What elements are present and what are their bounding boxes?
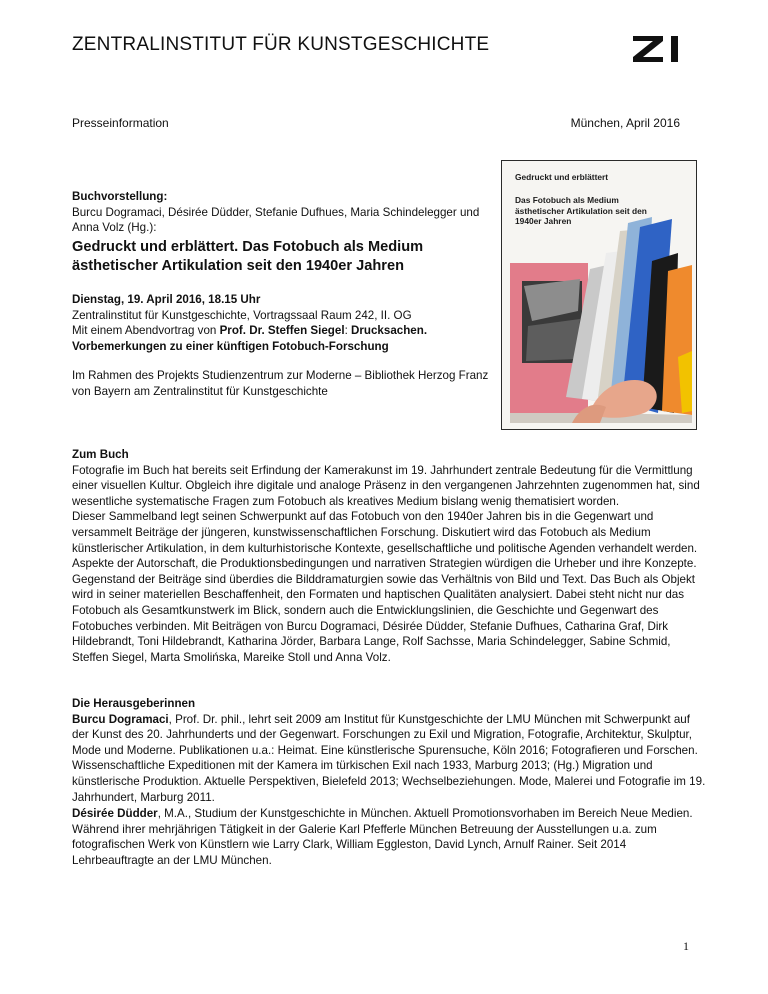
page-number: 1 [683,939,689,953]
cover-photo-illustration [502,161,696,429]
cover-subtitle: Das Fotobuch als Medium ästhetischer Artikulation seit den 1940er Jahren [515,195,647,226]
event-block [72,292,492,354]
book-cover-image [501,160,697,430]
cover-title: Gedruckt und erblättert [515,172,609,182]
project-context: Im Rahmen des Projekts Studienzentrum zur Moderne – Bibliothek Herzog Franz von Bayern am Zentralinstitut für Kunstgeschichte [72,369,489,398]
section-duedder [72,806,708,868]
section-heading: Zum Buch [72,448,129,461]
letterhead-institute-name: ZENTRALINSTITUT FÜR KUNSTGESCHICHTE [72,34,490,55]
section-heading: Die Herausgeberinnen [72,697,196,710]
lecture-speaker: Prof. Dr. Steffen Siegel [219,324,345,337]
person-bio: , Prof. Dr. phil., lehrt seit 2009 am Institut für Kunstgeschichte der LMU München mit Schwerpunkt auf der Kunst des 20. Jahrhunderts und der Gegenwart. Forschungen zu Exil und Migration, Fotografie, Architektur, Skulptur, Mode und Moderne. Publikationen u.a.: Heimat. Eine künstlerische Spurensuche, Köln 2016; Fotografieren und Forschen. Wissenschaftliche Expeditionen mit der Kamera im türkischen Exil nach 1933, Marburg 2013; (Hg.) Migration und künstlerische Produktion. Aktuelle Perspektiven, Bielefeld 2013; Wechselbeziehungen. Mode, Malerei und Fotografie im 19. Jahrhundert, Marburg 2011. [72,712,706,804]
person-name: Burcu Dogramaci [72,712,169,726]
event-lecture [72,323,492,354]
book-headline: Gedruckt und erblättert. Das Fotobuch als Medium ästhetischer Artikulation seit den 1940er Jahren [72,238,424,274]
zi-logo [633,36,681,62]
paragraph [72,712,708,806]
section-herausgeberinnen [72,696,708,805]
person-bio: , M.A., Studium der Kunstgeschichte in München. Aktuell Promotionsvorhaben im Bereich Neue Medien. Während ihrer mehrjährigen Tätigkeit in der Galerie Karl Pfefferle München Betreuung der Ausstellungen u.a. zum fotografischen Werk von Künstlern wie Larry Clark, William Eggleston, David Lynch, Arnulf Rainer. Seit 2014 Lehrbeauftragte an der LMU München. [72,807,693,867]
lecture-prefix: Mit einem Abendvortrag von [72,324,220,337]
editors: Burcu Dogramaci, Désirée Düdder, Stefanie Dufhues, Maria Schindelegger und Anna Volz (Hg.): [72,205,480,234]
paragraph [72,806,708,868]
event-date: Dienstag, 19. April 2016, 18.15 Uhr [72,293,261,306]
intro-block [72,189,490,276]
press-release-label: Presseinformation [72,116,169,130]
place-date: München, April 2016 [570,116,680,130]
lecture-title: Drucksachen. Vorbemerkungen zu einer künftigen Fotobuch-Forschung [72,324,428,353]
kicker: Buchvorstellung: [72,190,168,203]
lecture-colon: : [344,324,352,337]
paragraph: Fotografie im Buch hat bereits seit Erfindung der Kamerakunst im 19. Jahrhundert zentrale Bedeutung für die Vermittlung einer visuellen Kultur. Obgleich ihre digitale und analoge Präsenz in den vergangenen Jahrzehnten zugenommen hat, sind wesentliche systematische Fragen zum Fotobuch als kreatives Medium bislang wenig thematisiert worden. [72,463,700,508]
paragraph: Dieser Sammelband legt seinen Schwerpunkt auf das Fotobuch von den 1940er Jahren bis in die Gegenwart und versammelt Beiträge der jüngeren, kunstwissenschaftlichen Forschung. Diskutiert wird das Fotobuch als Medium künstlerischer Artikulation, in dem kulturhistorische Kontexte, gesellschaftliche und politische Agenden verhandelt werden. Aspekte der Autorschaft, die Produktionsbedingungen und narrativen Strategien würdigen die Urheber und ihre Konzepte. Gegenstand der Beiträge sind überdies die Bilddramaturgien sowie das Verhältnis von Bild und Text. Das Buch als Objekt wird in seiner materiellen Beschaffenheit, den Formaten und haptischen Qualitäten analysiert. Dabei steht nicht nur das Fotobuch als Gesamtkunstwerk im Blick, sondern auch die Entwicklungslinien, die Geschichte und Gegenwart des Fotobuches verbinden. Mit Beiträgen von Burcu Dogramaci, Désirée Düdder, Stefanie Dufhues, Catharina Graf, Dirk Hildebrandt, Toni Hildebrandt, Katharina Jörder, Barbara Lange, Rolf Sachsse, Maria Schindelegger, Sabine Schmid, Steffen Siegel, Marta Smolińska, Mareike Stoll und Anna Volz. [72,510,698,664]
event-venue: Zentralinstitut für Kunstgeschichte, Vortragssaal Raum 242, II. OG [72,308,412,322]
person-name: Désirée Düdder [72,807,158,820]
section-zum-buch [72,447,708,665]
